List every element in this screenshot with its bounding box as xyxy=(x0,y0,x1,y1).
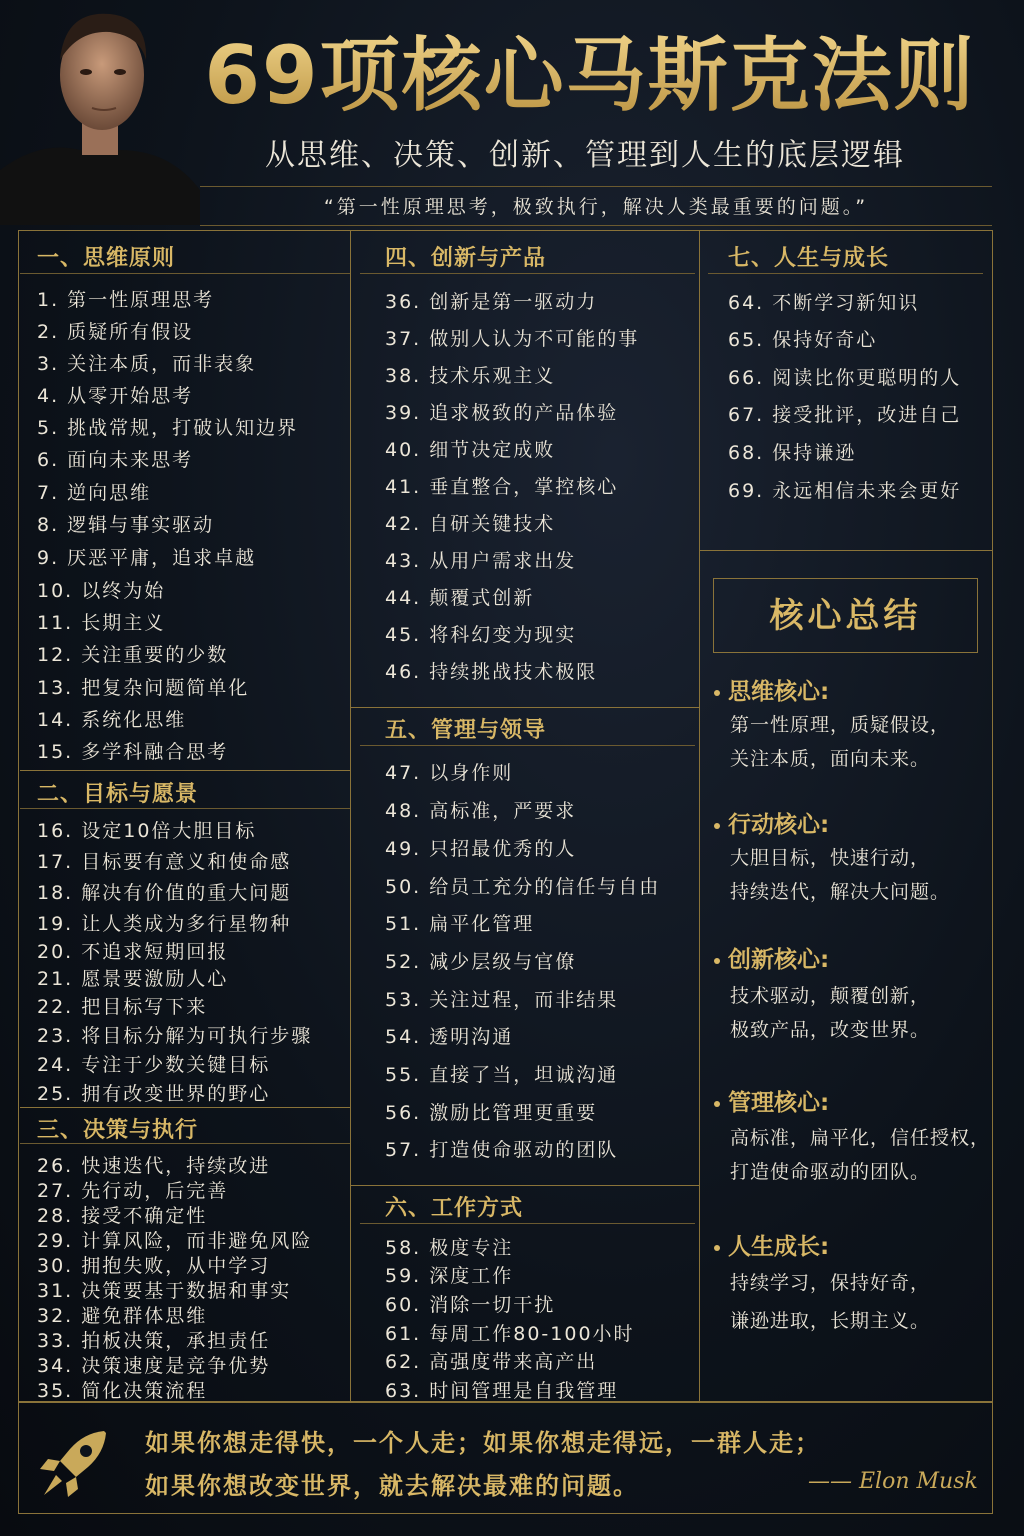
section-heading: 二、目标与愿景 xyxy=(37,782,199,807)
page-subtitle: 从思维、决策、创新、管理到人生的底层逻辑 xyxy=(265,138,905,173)
list-item: 38. 技术乐观主义 xyxy=(385,365,556,387)
summary-block-title xyxy=(714,1228,829,1261)
list-item: 34. 决策速度是竞争优势 xyxy=(37,1355,271,1377)
list-item: 68. 保持谦逊 xyxy=(728,442,857,464)
list-item: 26. 快速迭代，持续改进 xyxy=(37,1155,271,1177)
summary-block-title-text: 行动核心: xyxy=(728,812,830,838)
section-heading: 一、思维原则 xyxy=(37,246,176,271)
list-item: 57. 打造使命驱动的团队 xyxy=(385,1139,619,1161)
summary-line: 谦逊进取，长期主义。 xyxy=(730,1310,931,1332)
list-item: 20. 不追求短期回报 xyxy=(37,941,229,963)
summary-block-title-text: 思维核心: xyxy=(728,679,830,705)
list-item: 35. 简化决策流程 xyxy=(37,1380,208,1402)
list-item: 8. 逻辑与事实驱动 xyxy=(37,514,215,536)
list-item: 4. 从零开始思考 xyxy=(37,385,194,407)
list-item: 43. 从用户需求出发 xyxy=(385,550,577,572)
divider xyxy=(20,770,350,771)
list-item: 66. 阅读比你更聪明的人 xyxy=(728,367,962,389)
summary-block-title xyxy=(714,673,829,706)
list-item: 65. 保持好奇心 xyxy=(728,329,878,351)
summary-block-title xyxy=(714,941,829,974)
list-item: 61. 每周工作80-100小时 xyxy=(385,1323,635,1345)
list-item: 60. 消除一切干扰 xyxy=(385,1294,556,1316)
list-item: 18. 解决有价值的重大问题 xyxy=(37,882,292,904)
list-item: 1. 第一性原理思考 xyxy=(37,289,215,311)
list-item: 11. 长期主义 xyxy=(37,612,166,634)
summary-block-text xyxy=(730,841,950,909)
list-item: 17. 目标要有意义和使命感 xyxy=(37,851,292,873)
summary-block-text xyxy=(730,1264,930,1340)
list-item: 37. 做别人认为不可能的事 xyxy=(385,328,640,350)
section-heading: 六、工作方式 xyxy=(385,1196,524,1221)
list-item: 49. 只招最优秀的人 xyxy=(385,838,577,860)
list-item: 67. 接受批评，改进自己 xyxy=(728,404,962,426)
list-item: 16. 设定10倍大胆目标 xyxy=(37,820,257,842)
divider xyxy=(20,273,350,274)
divider xyxy=(20,808,350,809)
list-item: 10. 以终为始 xyxy=(37,580,166,602)
list-item: 55. 直接了当，坦诚沟通 xyxy=(385,1064,619,1086)
list-item: 44. 颠覆式创新 xyxy=(385,587,535,609)
summary-line: 持续迭代，解决大问题。 xyxy=(730,881,951,903)
list-item: 53. 关注过程，而非结果 xyxy=(385,989,619,1011)
summary-line: 大胆目标，快速行动， xyxy=(730,847,931,869)
list-item: 45. 将科幻变为现实 xyxy=(385,624,577,646)
list-item: 40. 细节决定成败 xyxy=(385,439,556,461)
list-item: 14. 系统化思维 xyxy=(37,709,187,731)
list-item: 23. 将目标分解为可执行步骤 xyxy=(37,1025,313,1047)
summary-line: 极致产品，改变世界。 xyxy=(730,1019,931,1041)
summary-title: 核心总结 xyxy=(713,578,978,653)
list-item: 24. 专注于少数关键目标 xyxy=(37,1054,271,1076)
list-item: 46. 持续挑战技术极限 xyxy=(385,661,598,683)
list-item: 54. 透明沟通 xyxy=(385,1026,514,1048)
list-item: 5. 挑战常规，打破认知边界 xyxy=(37,417,299,439)
rocket-icon xyxy=(34,1425,112,1503)
list-item: 42. 自研关键技术 xyxy=(385,513,556,535)
list-item: 12. 关注重要的少数 xyxy=(37,644,229,666)
section-heading: 四、创新与产品 xyxy=(385,246,547,271)
list-item: 41. 垂直整合，掌控核心 xyxy=(385,476,619,498)
divider xyxy=(708,273,983,274)
list-item: 48. 高标准，严要求 xyxy=(385,800,577,822)
list-item: 19. 让人类成为多行星物种 xyxy=(37,913,292,935)
section-heading: 七、人生与成长 xyxy=(728,246,890,271)
list-item: 69. 永远相信未来会更好 xyxy=(728,480,962,502)
list-item: 13. 把复杂问题简单化 xyxy=(37,677,250,699)
summary-block-text xyxy=(730,708,950,776)
summary-block-title-text: 人生成长: xyxy=(728,1234,830,1260)
summary-block-title xyxy=(714,806,829,839)
summary-block-title-text: 管理核心: xyxy=(728,1090,830,1116)
list-item: 31. 决策要基于数据和事实 xyxy=(37,1280,292,1302)
summary-line: 高标准，扁平化，信任授权， xyxy=(730,1127,991,1149)
list-item: 39. 追求极致的产品体验 xyxy=(385,402,619,424)
bullet-icon xyxy=(714,823,720,829)
divider xyxy=(360,1223,695,1224)
divider xyxy=(360,745,695,746)
list-item: 25. 拥有改变世界的野心 xyxy=(37,1083,271,1105)
list-item: 52. 减少层级与官僚 xyxy=(385,951,577,973)
list-item: 2. 质疑所有假设 xyxy=(37,321,194,343)
list-item: 63. 时间管理是自我管理 xyxy=(385,1380,619,1402)
summary-line: 技术驱动，颠覆创新， xyxy=(730,985,931,1007)
divider xyxy=(20,1107,350,1108)
list-item: 47. 以身作则 xyxy=(385,762,514,784)
divider xyxy=(360,273,695,274)
section-heading: 三、决策与执行 xyxy=(37,1118,199,1143)
bullet-icon xyxy=(714,1245,720,1251)
list-item: 15. 多学科融合思考 xyxy=(37,741,229,763)
list-item: 36. 创新是第一驱动力 xyxy=(385,291,598,313)
summary-block-text xyxy=(730,1121,990,1189)
list-item: 58. 极度专注 xyxy=(385,1237,514,1259)
summary-line: 关注本质，面向未来。 xyxy=(730,748,931,770)
bullet-icon xyxy=(714,690,720,696)
list-item: 3. 关注本质，而非表象 xyxy=(37,353,257,375)
column-divider xyxy=(699,230,700,1402)
summary-block-text xyxy=(730,979,930,1047)
footer-quote-line: 如果你想走得快，一个人走；如果你想走得远，一群人走； xyxy=(145,1429,821,1457)
divider xyxy=(351,707,699,708)
summary-line: 第一性原理，质疑假设， xyxy=(730,714,951,736)
list-item: 30. 拥抱失败，从中学习 xyxy=(37,1255,271,1277)
list-item: 21. 愿景要激励人心 xyxy=(37,968,229,990)
footer-quote-line: 如果你想改变世界，就去解决最难的问题。 xyxy=(145,1472,639,1500)
page-title: 69项核心马斯克法则 xyxy=(190,28,990,124)
list-item: 56. 激励比管理更重要 xyxy=(385,1102,598,1124)
list-item: 7. 逆向思维 xyxy=(37,482,152,504)
summary-line: 持续学习，保持好奇， xyxy=(730,1272,931,1294)
column-divider xyxy=(350,230,351,1402)
list-item: 28. 接受不确定性 xyxy=(37,1205,208,1227)
bullet-icon xyxy=(714,1101,720,1107)
summary-line: 打造使命驱动的团队。 xyxy=(730,1161,931,1183)
list-item: 32. 避免群体思维 xyxy=(37,1305,208,1327)
summary-block-title xyxy=(714,1084,829,1117)
list-item: 29. 计算风险，而非避免风险 xyxy=(37,1230,313,1252)
summary-block-title-text: 创新核心: xyxy=(728,947,830,973)
divider xyxy=(351,1185,699,1186)
header-quote: “第一性原理思考，极致执行，解决人类最重要的问题。” xyxy=(200,186,992,226)
list-item: 62. 高强度带来高产出 xyxy=(385,1351,598,1373)
divider xyxy=(700,550,993,551)
list-item: 22. 把目标写下来 xyxy=(37,996,208,1018)
list-item: 33. 拍板决策，承担责任 xyxy=(37,1330,271,1352)
section-heading: 五、管理与领导 xyxy=(385,718,547,743)
divider xyxy=(20,1143,350,1144)
list-item: 9. 厌恶平庸，追求卓越 xyxy=(37,547,257,569)
list-item: 50. 给员工充分的信任与自由 xyxy=(385,876,661,898)
list-item: 27. 先行动，后完善 xyxy=(37,1180,229,1202)
list-item: 59. 深度工作 xyxy=(385,1265,514,1287)
signature: —— Elon Musk xyxy=(808,1469,978,1494)
list-item: 6. 面向未来思考 xyxy=(37,449,194,471)
list-item: 51. 扁平化管理 xyxy=(385,913,535,935)
portrait xyxy=(0,0,200,225)
list-item: 64. 不断学习新知识 xyxy=(728,292,920,314)
bullet-icon xyxy=(714,958,720,964)
